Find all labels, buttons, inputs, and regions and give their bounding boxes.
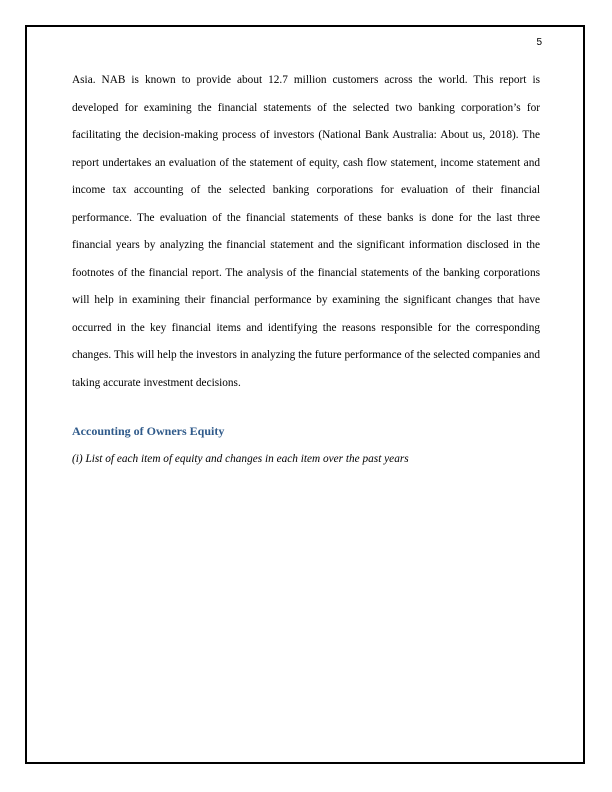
section-heading: Accounting of Owners Equity bbox=[72, 424, 225, 438]
page-number: 5 bbox=[536, 37, 542, 48]
subheading: (i) List of each item of equity and changes in each item over the past years bbox=[72, 453, 409, 465]
body-paragraph: Asia. NAB is known to provide about 12.7 million customers across the world. This report is developed for examining the financial statements of the selected two banking corporation’s for facilitating the decision-making process of investors (National Bank Australia: About us, 2018). The report undertakes an evaluation of the statement of equity, cash flow statement, income statement and income tax accounting of the selected banking corporations for evaluation of their financial performance. The evaluation of the financial statements of these banks is done for the last three financial years by analyzing the financial statement and the significant information disclosed in the footnotes of the financial report. The analysis of the financial statements of the banking corporations will help in examining their financial performance by examining the significant changes that have occurred in the key financial items and identifying the reasons responsible for the corresponding changes. This will help the investors in analyzing the future performance of the selected companies and taking accurate investment decisions. bbox=[72, 74, 540, 389]
